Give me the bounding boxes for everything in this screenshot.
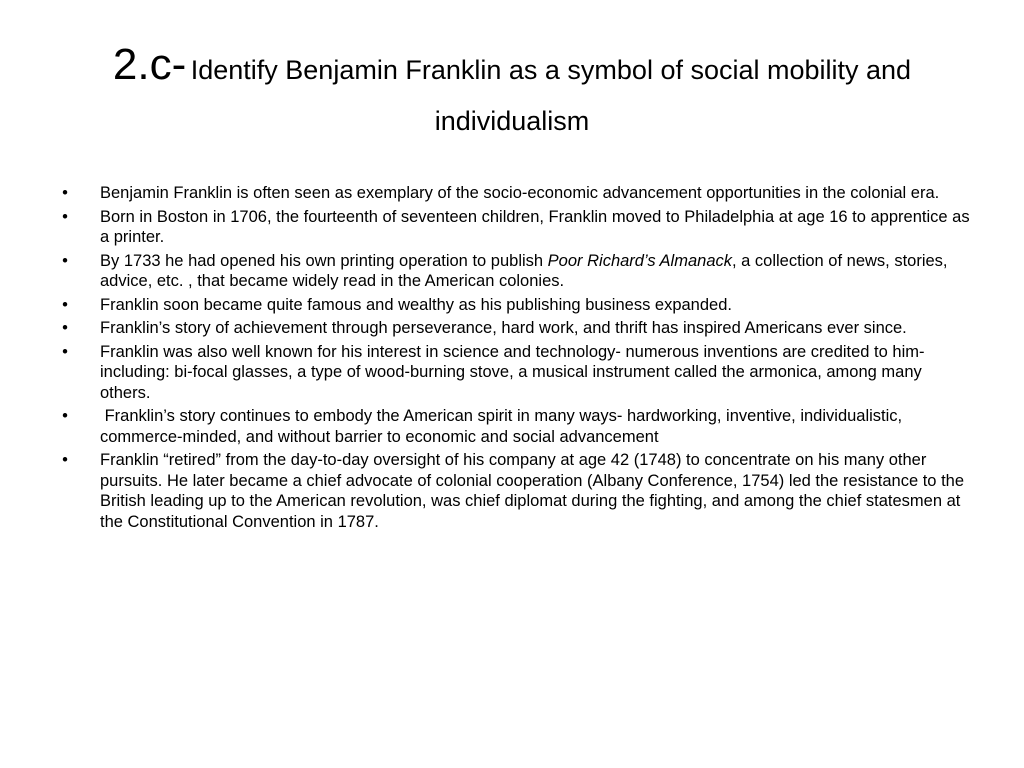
bullet-text: Franklin’s story continues to embody the American spirit in many ways- hardworking, inventive, individualistic, commerce-minded, and without barrier to economic and social advancement — [100, 407, 907, 446]
almanack-title: Poor Richard’s Almanack — [547, 251, 732, 270]
bullet-icon: • — [62, 342, 68, 361]
bullet-text-before: By 1733 he had opened his own printing operation to publish — [100, 251, 548, 270]
bullet-item — [58, 207, 973, 248]
bullet-text: Franklin soon became quite famous and wealthy as his publishing business expanded. — [100, 295, 732, 314]
bullet-text: Franklin was also well known for his interest in science and technology- numerous inventions are credited to him- including: bi-focal glasses, a type of wood-burning stove, a musical instrument called the armonica, among many others. — [100, 342, 925, 402]
bullet-icon: • — [62, 319, 68, 337]
bullet-icon: • — [62, 251, 68, 270]
bullet-icon: • — [62, 407, 68, 425]
bullet-list — [58, 183, 973, 535]
slide-title — [50, 42, 974, 149]
bullet-icon: • — [62, 451, 68, 469]
bullet-text: Franklin’s story of achievement through perseverance, hard work, and thrift has inspired Americans ever since. — [100, 319, 907, 337]
bullet-text-after: , a collection of news, stories, advice, etc. , that became widely read in the American colonies. — [100, 251, 948, 290]
bullet-item — [58, 251, 973, 292]
bullet-item — [58, 183, 973, 204]
bullet-text: Benjamin Franklin is often seen as exemplary of the socio-economic advancement opportunities in the colonial era. — [100, 184, 940, 202]
bullet-text: Franklin “retired” from the day-to-day oversight of his company at age 42 (1748) to concentrate on his many other pursuits. He later became a chief advocate of colonial cooperation (Albany Conference, 1754) led the resistance to the British leading up to the American revolution, was chief diplomat during the fighting, and among the chief statesmen at the Constitutional Convention in 1787. — [100, 451, 965, 531]
bullet-icon: • — [62, 207, 68, 226]
bullet-item — [58, 318, 973, 339]
title-text: Identify Benjamin Franklin as a symbol of social mobility and individualism — [190, 55, 912, 136]
bullet-item — [58, 406, 973, 447]
bullet-item — [58, 295, 973, 316]
bullet-icon: • — [62, 295, 68, 314]
bullet-text: Born in Boston in 1706, the fourteenth of seventeen children, Franklin moved to Philadelphia at age 16 to apprentice as a printer. — [100, 207, 970, 246]
bullet-icon: • — [62, 184, 68, 202]
bullet-item — [58, 342, 973, 404]
bullet-item — [58, 450, 973, 532]
title-code: 2.c- — [112, 40, 187, 89]
